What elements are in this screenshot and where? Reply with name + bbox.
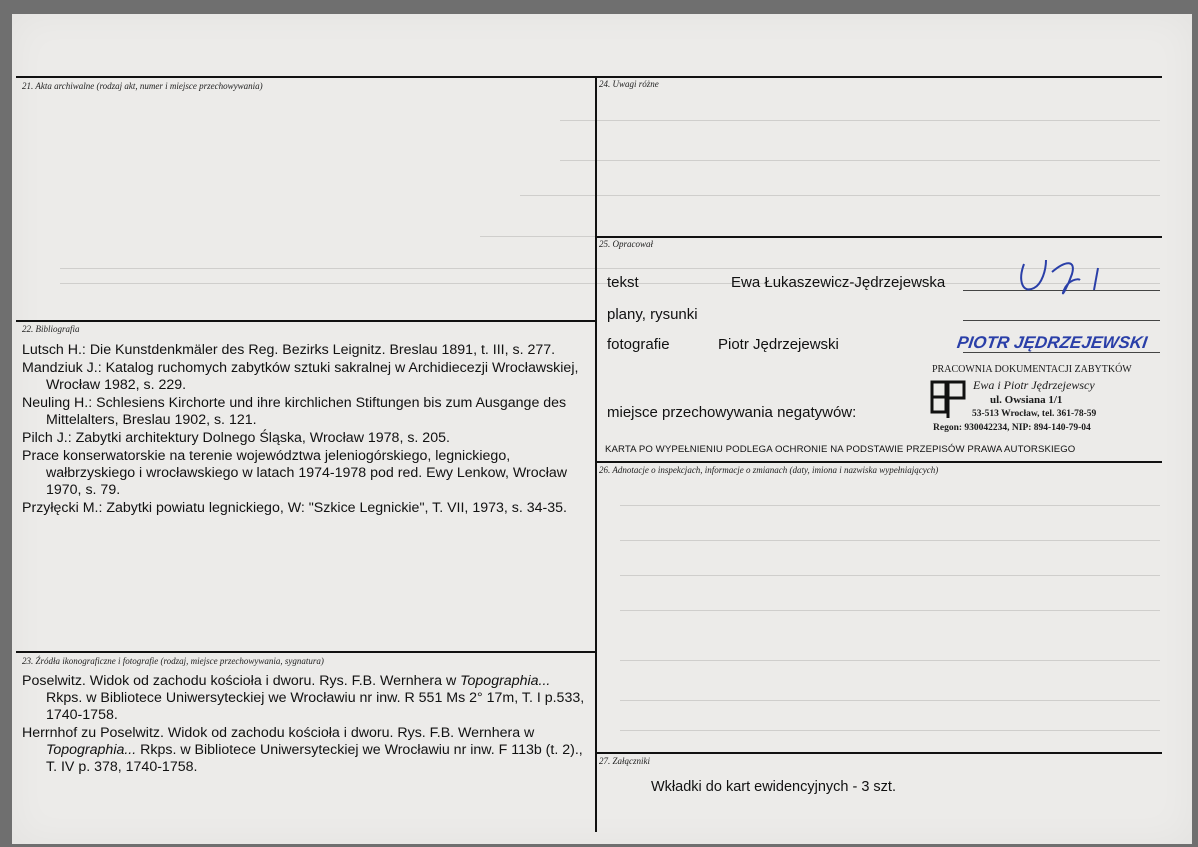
negatywy-label: miejsce przechowywania negatywów: bbox=[607, 404, 857, 421]
stamp-line-4: 53-513 Wrocław, tel. 361-78-59 bbox=[972, 409, 1097, 419]
section-label-akta: 21. Akta archiwalne (rodzaj akt, numer i miejsce przechowywania) bbox=[22, 81, 263, 91]
source-entry-title: Topographia... bbox=[46, 742, 137, 758]
bibliography-entry: Pilch J.: Zabytki architektury Dolnego Śląska, Wrocław 1978, s. 205. bbox=[22, 430, 450, 446]
copyright-notice: KARTA PO WYPEŁNIENIU PODLEGA OCHRONIE NA PODSTAWIE PRZEPISÓW PRAWA AUTORSKIEGO bbox=[605, 444, 1076, 455]
section-label-uwagi: 24. Uwagi różne bbox=[599, 79, 659, 89]
attachments-value: Wkładki do kart ewidencyjnych - 3 szt. bbox=[651, 779, 896, 795]
sources-list bbox=[22, 673, 588, 777]
bibliography-list bbox=[22, 342, 588, 518]
stamp-line-1: PRACOWNIA DOKUMENTACJI ZABYTKÓW bbox=[932, 364, 1132, 375]
plany-label: plany, rysunki bbox=[607, 306, 698, 323]
source-entry bbox=[22, 725, 588, 776]
stamp-line-2: Ewa i Piotr Jędrzejewscy bbox=[973, 378, 1095, 392]
section-label-zalaczniki: 27. Załączniki bbox=[599, 756, 650, 766]
source-entry-text: Herrnhof zu Poselwitz. Widok od zachodu kościoła i dworu. Rys. F.B. Wernhera w bbox=[22, 725, 535, 741]
source-entry-text: Rkps. w Bibliotece Uniwersyteckiej we Wrocławiu nr inw. F 113b (t. 2)., T. IV p. 378, 1740-1758. bbox=[46, 742, 583, 775]
bibliography-entry: Lutsch H.: Die Kunstdenkmäler des Reg. Bezirks Leignitz. Breslau 1891, t. III, s. 277. bbox=[22, 342, 556, 358]
tekst-label: tekst bbox=[607, 274, 639, 291]
fotografie-label: fotografie bbox=[607, 336, 670, 353]
stamp-line-3: ul. Owsiana 1/1 bbox=[990, 394, 1063, 406]
name-stamp-signature-icon bbox=[955, 322, 1158, 358]
source-entry-title: Topographia... bbox=[460, 673, 551, 689]
bibliography-entry: Neuling H.: Schlesiens Kirchorte und ihre kirchlichen Stiftungen bis zum Ausgange des Mittelalters, Breslau 1902, s. 121. bbox=[22, 395, 567, 428]
tekst-author: Ewa Łukaszewicz-Jędrzejewska bbox=[731, 274, 946, 291]
source-entry-text: Poselwitz. Widok od zachodu kościoła i dworu. Rys. F.B. Wernhera w bbox=[22, 673, 461, 689]
svg-text:PIOTR JĘDRZEJEWSKI: PIOTR JĘDRZEJEWSKI bbox=[955, 333, 1149, 352]
source-entry-text: Rkps. w Bibliotece Uniwersyteckiej we Wrocławiu nr inw. R 551 Ms 2° 17m, T. I p.533, 1740-1758. bbox=[46, 690, 585, 723]
section-label-bibliografia: 22. Bibliografia bbox=[22, 324, 80, 334]
bibliography-entry: Mandziuk J.: Katalog ruchomych zabytków sztuki sakralnej w Archidiecezji Wrocławskiej, Wrocław 1982, s. 229. bbox=[22, 360, 579, 393]
ep-logo-icon bbox=[930, 378, 968, 420]
stamp-line-5: Regon: 930042234, NIP: 894-140-79-04 bbox=[933, 423, 1091, 433]
plany-signature-line bbox=[963, 320, 1160, 321]
bibliography-entry: Prace konserwatorskie na terenie województwa jeleniogórskiego, legnickiego, wałbrzyskiego i wrocławskiego w latach 1974-1978 pod red. Ewy Lenkow, Wrocław 1970, s. 79. bbox=[22, 448, 567, 498]
section-label-opracowal: 25. Opracował bbox=[599, 239, 653, 249]
source-entry bbox=[22, 673, 588, 724]
handwritten-signature-icon bbox=[1008, 250, 1118, 304]
section-label-adnotacje: 26. Adnotacje o inspekcjach, informacje o zmianach (daty, imiona i nazwiska wypełniających) bbox=[599, 465, 939, 475]
section-label-zrodla: 23. Źródła ikonograficzne i fotografie (rodzaj, miejsce przechowywania, sygnatura) bbox=[22, 656, 324, 666]
bibliography-entry: Przyłęcki M.: Zabytki powiatu legnickiego, W: "Szkice Legnickie", T. VII, 1973, s. 34-35. bbox=[22, 500, 567, 516]
fotografie-author: Piotr Jędrzejewski bbox=[718, 336, 839, 353]
